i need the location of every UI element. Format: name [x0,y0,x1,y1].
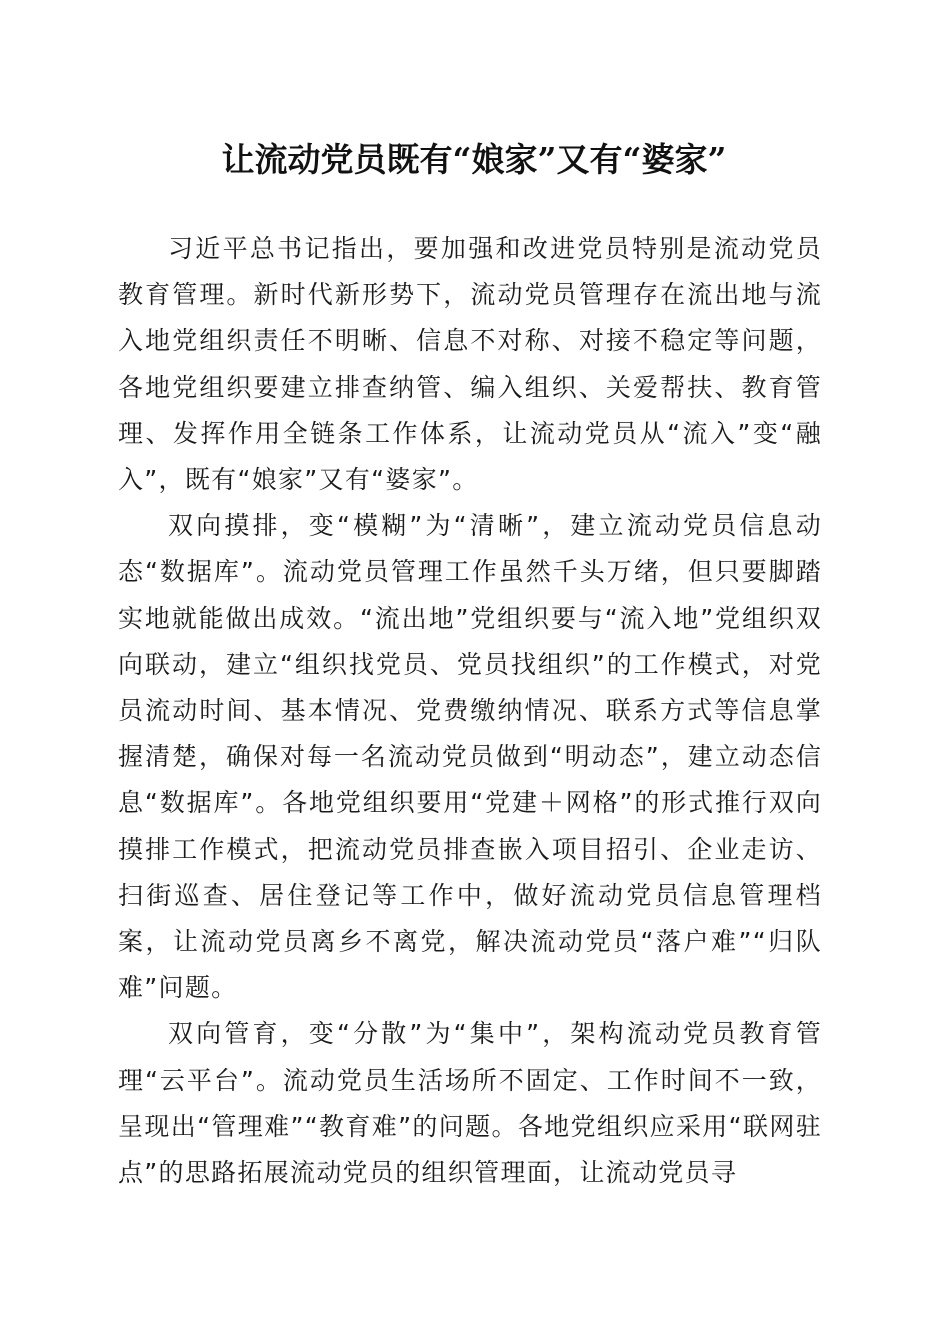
document-title: 让流动党员既有“娘家”又有“婆家” [221,140,727,179]
paragraph-two-way-management: 双向管育，变“分散”为“集中”，架构流动党员教育管理“云平台”。流动党员生活场所不固定、工作时间不一致，呈现出“管理难”“教育难”的问题。各地党组织应采用“联网驻点”的思路拓展流动党员的组织管理面，让流动党员寻 [118,1019,822,1188]
paragraph-intro: 习近平总书记指出，要加强和改进党员特别是流动党员教育管理。新时代新形势下，流动党员管理存在流出地与流入地党组织责任不明晰、信息不对称、对接不稳定等问题，各地党组织要建立排查纳管、编入组织、关爱帮扶、教育管理、发挥作用全链条工作体系，让流动党员从“流入”变“融入”，既有“娘家”又有“婆家”。 [118,234,822,495]
document-body [118,226,822,1196]
paragraph-two-way-survey: 双向摸排，变“模糊”为“清晰”，建立流动党员信息动态“数据库”。流动党员管理工作虽然千头万绪，但只要脚踏实地就能做出成效。“流出地”党组织要与“流入地”党组织双向联动，建立“组织找党员、党员找组织”的工作模式，对党员流动时间、基本情况、党费缴纳情况、联系方式等信息掌握清楚，确保对每一名流动党员做到“明动态”，建立动态信息“数据库”。各地党组织要用“党建＋网格”的形式推行双向摸排工作模式，把流动党员排查嵌入项目招引、企业走访、扫街巡查、居住登记等工作中，做好流动党员信息管理档案，让流动党员离乡不离党，解决流动党员“落户难”“归队难”问题。 [118,511,822,1003]
